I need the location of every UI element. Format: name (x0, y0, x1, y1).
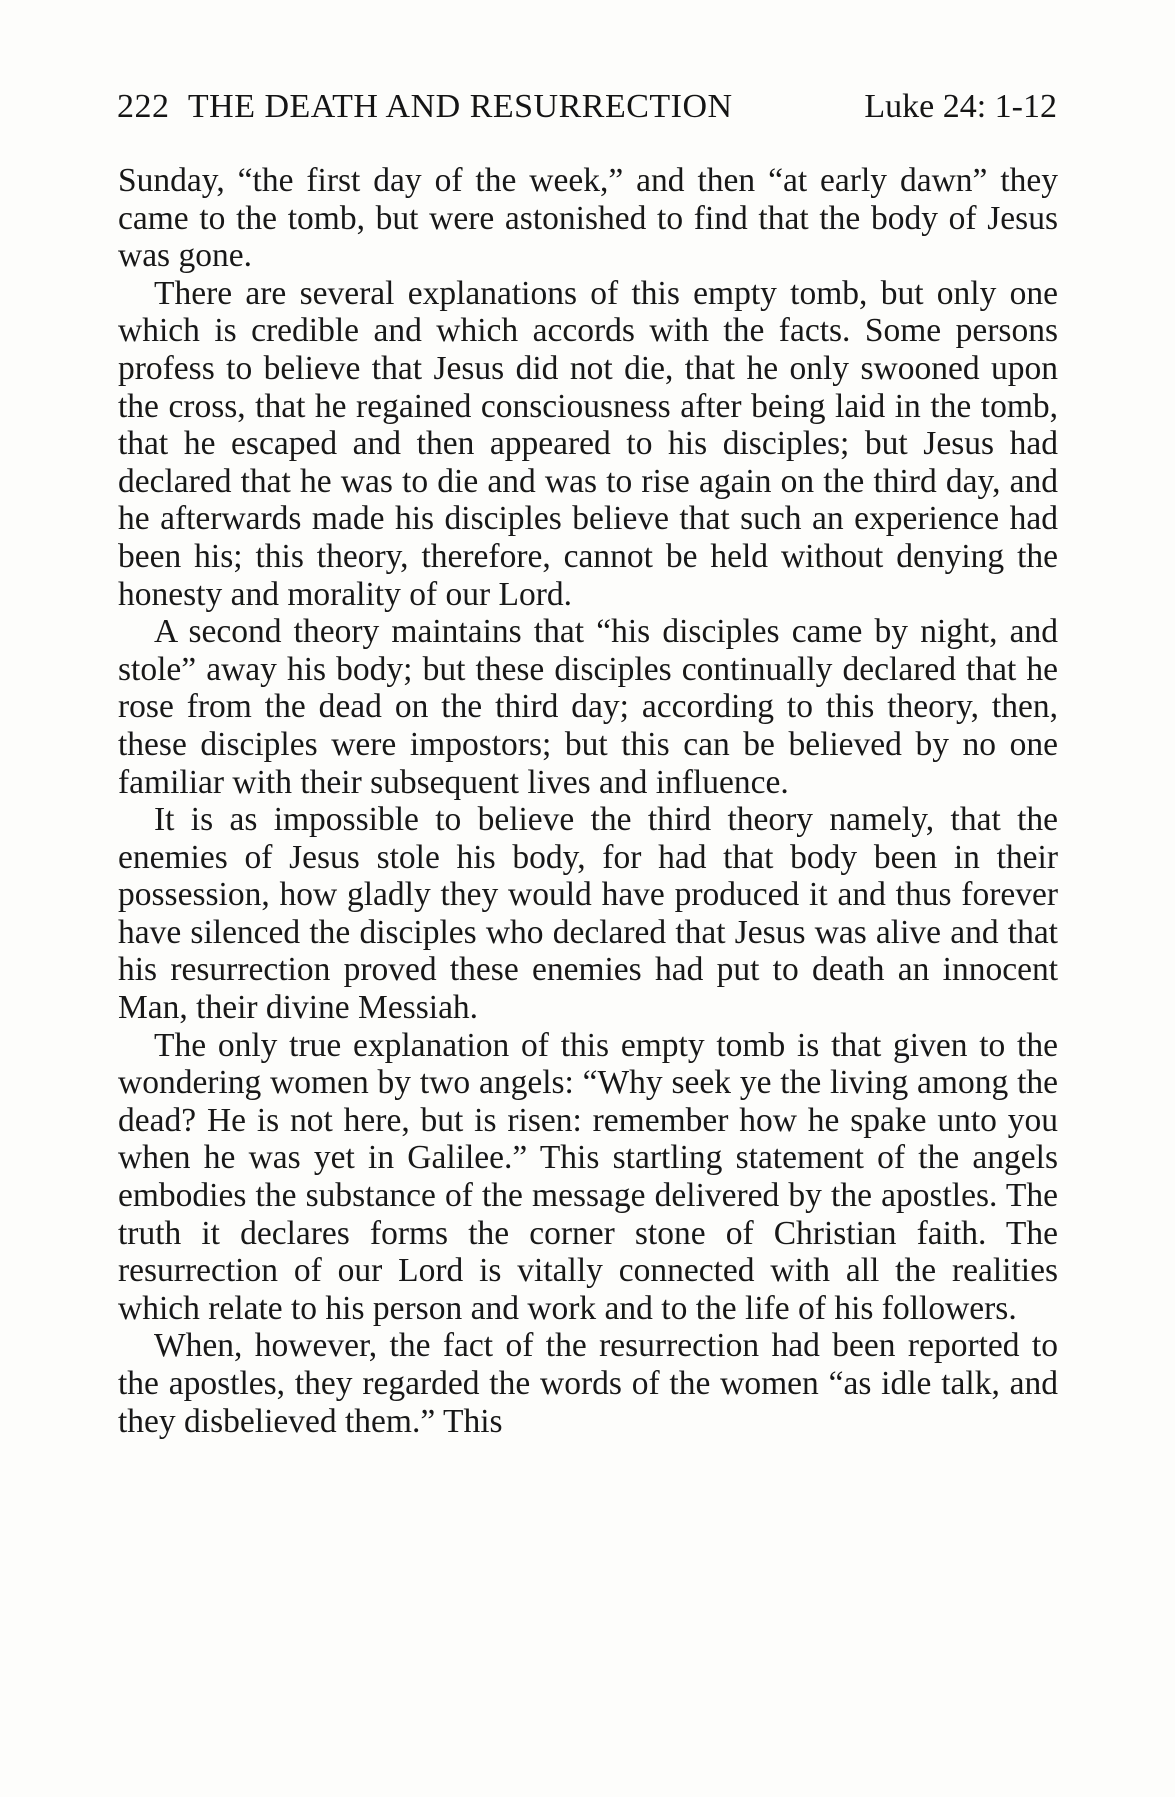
running-title: THE DEATH AND RESURRECTION (187, 88, 733, 125)
paragraph-true-explanation: The only true explanation of this empty tomb is that given to the wondering women by two angels: “Why seek ye the living among the dead? He is not here, but is risen: remember how he spake unto you when he was yet in Galilee.” This startling statement of the angels embodies the substance of the message delivered by the apostles. The truth it declares forms the corner stone of Christian faith. The resurrection of our Lord is vitally connected with all the realities which relate to his person and work and to the life of his followers. (118, 1026, 1058, 1327)
paragraph-continuation: Sunday, “the first day of the week,” and then “at early dawn” they came to the tomb, but were astonished to find that the body of Jesus was gone. (118, 162, 1058, 275)
body-text (118, 162, 1058, 1440)
page-number: 222 (117, 88, 170, 125)
paragraph-apostles-disbelief: When, however, the fact of the resurrection had been reported to the apostles, they regarded the words of the women “as idle talk, and they disbelieved them.” This (118, 1327, 1058, 1440)
paragraph-explanations: There are several explanations of this empty tomb, but only one which is credible and which accords with the facts. Some persons profess to believe that Jesus did not die, that he only swooned upon the cross, that he regained consciousness after being laid in the tomb, that he escaped and then appeared to his disciples; but Jesus had declared that he was to die and was to rise again on the third day, and he afterwards made his disciples believe that such an experience had been his; this theory, therefore, cannot be held without denying the honesty and morality of our Lord. (118, 274, 1058, 613)
running-header (117, 88, 1057, 126)
scripture-reference: Luke 24: 1-12 (864, 88, 1057, 125)
paragraph-second-theory: A second theory maintains that “his disciples came by night, and stole” away his body; but these disciples continually declared that he rose from the dead on the third day; according to this theory, then, these disciples were impostors; but this can be believed by no one familiar with their subsequent lives and influence. (118, 613, 1058, 801)
paragraph-third-theory: It is as impossible to believe the third theory namely, that the enemies of Jesus stole his body, for had that body been in their possession, how gladly they would have produced it and thus forever have silenced the disciples who declared that Jesus was alive and that his resurrection proved these enemies had put to death an innocent Man, their divine Messiah. (118, 801, 1058, 1027)
